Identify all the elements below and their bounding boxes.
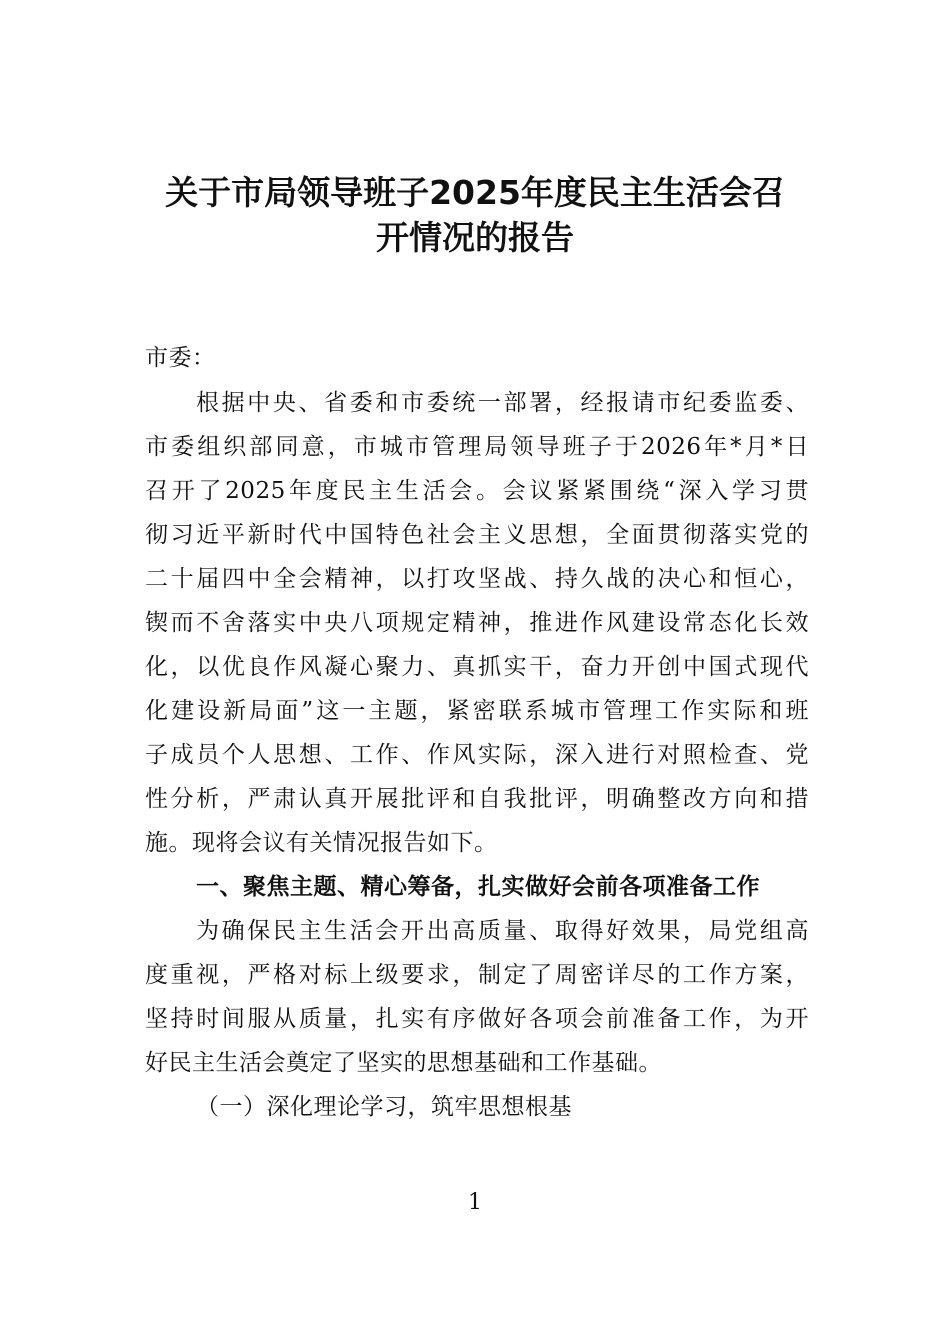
paragraph-2-line: 坚持时间服从质量，扎实有序做好各项会前准备工作，为开 [145, 1006, 809, 1032]
paragraph-1-line: 市委组织部同意，市城市管理局领导班子于2026年*月*日 [145, 434, 809, 460]
paragraph-1-line: 召开了2025年度民主生活会。会议紧紧围绕“深入学习贯 [145, 478, 809, 504]
paragraph-1-line: 彻习近平新时代中国特色社会主义思想，全面贯彻落实党的 [145, 522, 809, 548]
paragraph-2-line: 为确保民主生活会开出高质量、取得好效果，局党组高 [196, 918, 809, 944]
paragraph-1-line: 锲而不舍落实中央八项规定精神，推进作风建设常态化长效 [145, 610, 809, 636]
document-title-line-1: 关于市局领导班子2025年度民主生活会召 [165, 173, 785, 212]
paragraph-1-line: 子成员个人思想、工作、作风实际，深入进行对照检查、党 [145, 742, 809, 768]
page-number: 1 [468, 1190, 482, 1215]
section-heading-1: 一、聚焦主题、精心筹备，扎实做好会前各项准备工作 [196, 874, 760, 900]
paragraph-1-line: 化，以优良作风凝心聚力、真抓实干，奋力开创中国式现代 [145, 654, 809, 680]
salutation: 市委： [145, 345, 216, 371]
paragraph-1-line: 二十届四中全会精神，以打攻坚战、持久战的决心和恒心， [145, 566, 809, 592]
subsection-heading-1: （一）深化理论学习，筑牢思想根基 [196, 1094, 572, 1120]
paragraph-1-line: 性分析，严肃认真开展批评和自我批评，明确整改方向和措 [145, 786, 809, 812]
paragraph-1-line: 施。现将会议有关情况报告如下。 [145, 830, 498, 856]
paragraph-1-line: 根据中央、省委和市委统一部署，经报请市纪委监委、 [196, 390, 809, 416]
paragraph-2-line: 好民主生活会奠定了坚实的思想基础和工作基础。 [145, 1050, 662, 1076]
paragraph-1-line: 化建设新局面”这一主题，紧密联系城市管理工作实际和班 [145, 698, 809, 724]
paragraph-2-line: 度重视，严格对标上级要求，制定了周密详尽的工作方案， [145, 962, 809, 988]
document-title-line-2: 开情况的报告 [376, 218, 574, 257]
